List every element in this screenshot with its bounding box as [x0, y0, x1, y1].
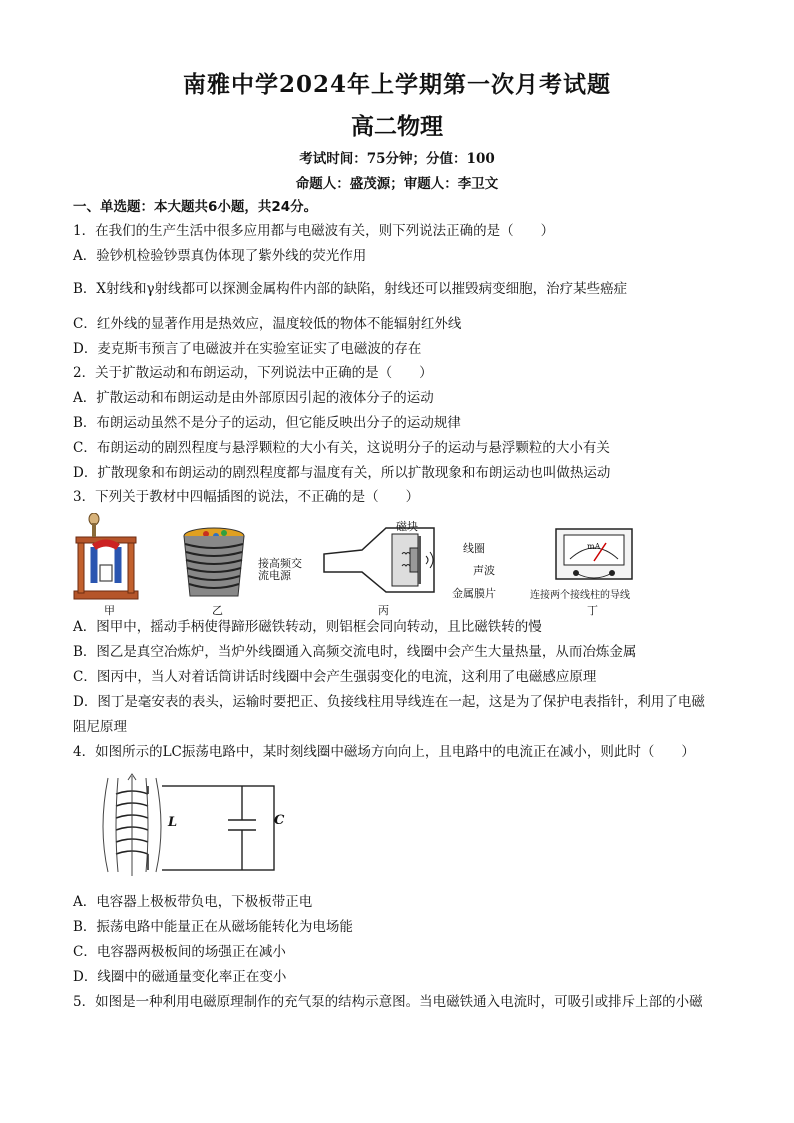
question-1-option-d: D．麦克斯韦预言了电磁波并在实验室证实了电磁波的存在	[73, 341, 422, 357]
subject-title: 高二物理	[351, 113, 443, 140]
question-4-option-c: C．电容器两极板间的场强正在减小	[73, 944, 286, 960]
question-2-option-a: A．扩散运动和布朗运动是由外部原因引起的液体分子的运动	[73, 390, 434, 406]
question-3-option-a: A．图甲中，摇动手柄使得蹄形磁铁转动，则铝框会同向转动，且比磁铁转的慢	[73, 619, 542, 635]
figure-ding-wire-label: 连接两个接线柱的导线	[530, 590, 630, 601]
figure-yi-power-label: 接高频交流电源	[258, 557, 302, 582]
figure-bing-magnet-label: 磁块	[396, 520, 418, 533]
figure-jia-magnet	[72, 513, 152, 613]
section-heading: 一、单选题：本大题共6小题，共24分。	[73, 199, 318, 215]
question-5-stem: 5．如图是一种利用电磁原理制作的充气泵的结构示意图。当电磁铁通入电流时，可吸引或排斥上部的小磁	[73, 994, 703, 1010]
figure-bing-sound-label: 声波	[473, 564, 495, 577]
question-4-option-a: A．电容器上极板带负电，下极板带正电	[73, 894, 313, 910]
figure-bing-film-label: 金属膜片	[452, 587, 496, 600]
figure-yi-label: 乙	[212, 604, 223, 617]
figure-bing-label: 丙	[378, 604, 389, 617]
question-1-stem: 1．在我们的生产生活中很多应用都与电磁波有关，则下列说法正确的是（ ）	[73, 223, 555, 239]
figure-ding-ammeter	[554, 527, 634, 585]
question-3-option-c: C．图丙中，当人对着话筒讲话时线圈中会产生强弱变化的电流，这利用了电磁感应原理	[73, 669, 597, 685]
exam-info: 考试时间：75分钟；分值：100	[299, 151, 495, 167]
question-3-option-b: B．图乙是真空冶炼炉，当炉外线圈通入高频交流电时，线圈中会产生大量热量，从而冶炼金属	[73, 644, 637, 660]
question-4-stem: 4．如图所示的LC振荡电路中，某时刻线圈中磁场方向向上，且电路中的电流正在减小，则此时（ ）	[73, 744, 695, 760]
question-3-stem: 3．下列关于教材中四幅插图的说法，不正确的是（ ）	[73, 489, 420, 505]
exam-title: 南雅中学2024年上学期第一次月考试题	[182, 71, 611, 98]
question-1-option-b: B．X射线和γ射线都可以探测金属构件内部的缺陷，射线还可以摧毁病变细胞，治疗某些癌症	[73, 281, 628, 297]
question-2-stem: 2．关于扩散运动和布朗运动，下列说法中正确的是（ ）	[73, 365, 433, 381]
figure-bing-microphone	[322, 520, 442, 600]
figure-lc-circuit	[88, 772, 288, 878]
question-4-option-b: B．振荡电路中能量正在从磁场能转化为电场能	[73, 919, 353, 935]
question-1-option-c: C．红外线的显著作用是热效应，温度较低的物体不能辐射红外线	[73, 316, 462, 332]
inductor-label: L	[168, 815, 178, 830]
figure-bing-coil-label: 线圈	[463, 542, 485, 555]
figure-jia-label: 甲	[104, 604, 115, 617]
capacitor-label: C	[274, 813, 285, 828]
figure-ding-unit-label: mA	[587, 542, 601, 551]
exam-authors: 命题人：盛茂源；审题人：李卫文	[295, 176, 499, 192]
figure-yi-furnace	[176, 524, 256, 604]
figure-ding-label: 丁	[587, 604, 598, 617]
question-3-option-d: D．图丁是毫安表的表头，运输时要把正、负接线柱用导线连在一起，这是为了保护电表指针，利用了电磁	[73, 694, 705, 710]
question-3-option-d-cont: 阻尼原理	[73, 719, 127, 735]
question-2-option-d: D．扩散现象和布朗运动的剧烈程度都与温度有关，所以扩散现象和布朗运动也叫做热运动	[73, 465, 611, 481]
question-1-option-a: A．验钞机检验钞票真伪体现了紫外线的荧光作用	[73, 248, 367, 264]
question-2-option-c: C．布朗运动的剧烈程度与悬浮颗粒的大小有关，这说明分子的运动与悬浮颗粒的大小有关	[73, 440, 610, 456]
question-4-option-d: D．线圈中的磁通量变化率正在变小	[73, 969, 287, 985]
question-2-option-b: B．布朗运动虽然不是分子的运动，但它能反映出分子的运动规律	[73, 415, 461, 431]
